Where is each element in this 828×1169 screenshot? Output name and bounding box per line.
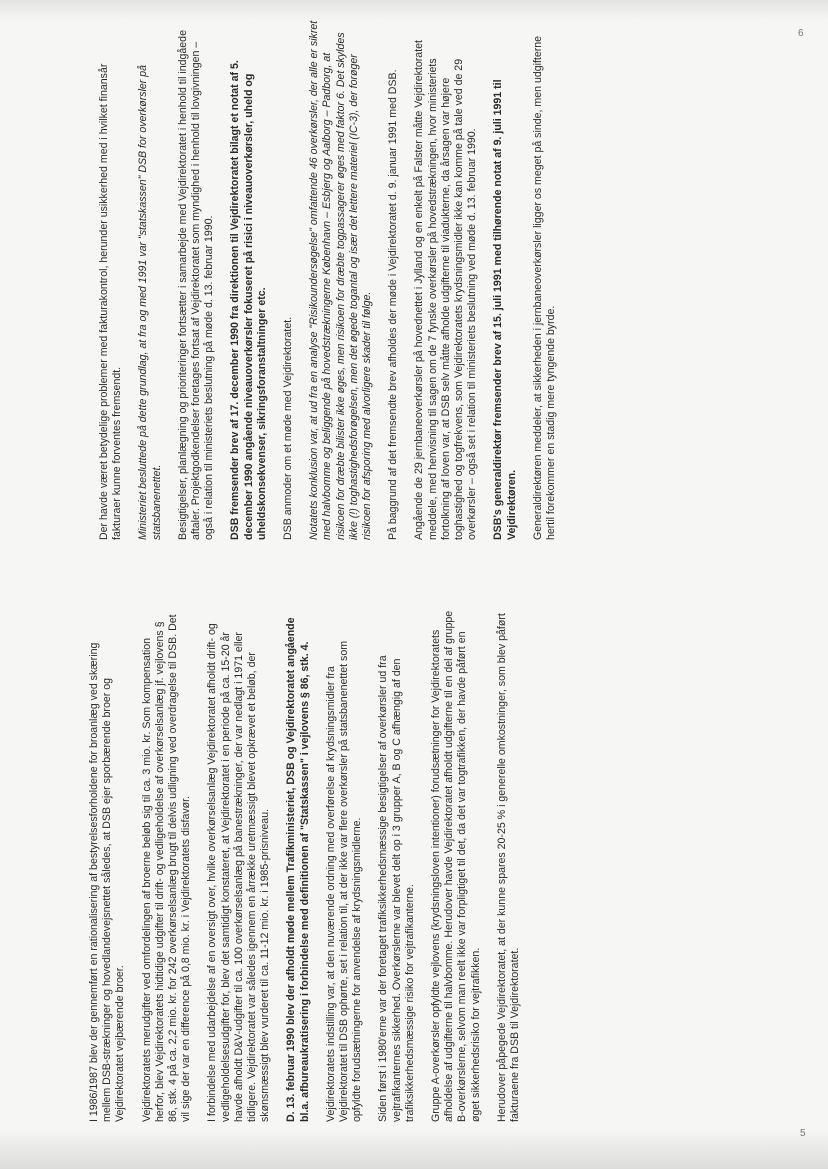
paragraph: DSB anmoder om et møde med Vejdirektoratet. (282, 316, 295, 540)
paragraph: Gruppe A-overkørsler opfyldte vejlovens (krydsningsloven intentioner) forudsætninger for Vejdirektoratets afholdelse af udgifterne til halvbomme. Herudover havde Vejdirektoratet afholdt udgifterne til en del af gruppe B-overkørslerne, selvom man reelt ikke var forpligtiget til det, da det var togtrafikken, der havde påført en øget sikkerhedsrisiko for vejtrafikken. (430, 610, 482, 1122)
paragraph: Herudover påpegede Vejdirektoratet, at der kunne spares 20-25 % i generelle omkostninger, som blev påført fakturaene fra DSB til Vejdirektoratet. (495, 613, 522, 1122)
right-page-column (98, 20, 571, 540)
paragraph: Besigtigelser, planlægning og prioriteringer fortsætter i samarbejde med Vejdirektoratet i henhold til indgåede aftaler. Projektgodkendelser foretages fortsat af Vejdirektoratet som myndighed i henhold til lovgivningen – også i relation til ministeriets beslutning på møde d. 13. februar 1990. (176, 30, 216, 540)
paragraph: På baggrund af det fremsendte brev afholdes der møde i Vejdirektoratet d. 9. januar 1991 med DSB. (387, 69, 400, 540)
paragraph: Angående de 29 jernbaneoverkørsler på hovednettet i Jylland og en enkelt på Falster måtte Vejdirektoratet meddele, med henvisning til sagen om de 7 fynske overkørsler på hovedstrækningen, hvor ministeriets fortolkning af loven var, at DSB selv måtte afholde udgifterne til viadukterne, da årsagen var højere toghastighed og togfrekvens, som Vejdirektoratets krydsningsmidler ikke kan komme på tale ved de 29 overkørsler – også set i relation til ministeriets beslutning ved møde d. 13. februar 1990. (413, 40, 479, 540)
left-page-column (88, 610, 535, 1122)
paragraph: I forbindelse med udarbejdelse af en oversigt over, hvilke overkørselsanlæg Vejdirektoratet afholdt drift- og vedligeholdelsesudgifter for, blev det samtidigt konstateret, at Vejdirektoratet i en periode på ca. 15-20 år havde afholdt D&V-udgifter til ca. 100 overkørselsanlæg på banestrækninger, der var nedlagt i 1971 eller tidligere. Vejdirektoratet var således igennem en årrække uretmæssigt blevet opkrævet et beløb, der skønsmæssigt blev vurderet til ca. 11-12 mio. kr. i 1985-prisniveau. (206, 623, 272, 1122)
heading-paragraph: D. 13. februar 1990 blev der afholdt møde mellem Trafikministeriet, DSB og Vejdirektoratet angående bl.a. afbureaukratisering i forbindelse med definitionen af "Statskassen" i vejlovens § 86, stk. 4. (285, 617, 311, 1122)
paragraph: Vejdirektoratets indstilling var, at den nuværende ordning med overførelse af krydsningsmidler fra Vejdirektoratet til DSB ophørte, set i relation til, at der ikke var flere overkørsler på statsbanenettet som opfyldte forudsætningerne for anvendelse af krydsningsmidlerne. (324, 640, 364, 1122)
paragraph: Der havde været betydelige problemer med fakturakontrol, herunder usikkerhed med i hvilket finansår fakturaer kunne forventes fremsendt. (98, 63, 124, 540)
paragraph: Siden først i 1980'erne var der foretaget trafiksikkerhedsmæssige besigtigelser af overkørsler ud fra vejtrafikanternes sikkerhed. Overkørslerne var blevet delt op i 3 grupper A, B og C afhængig af den trafiksikkerhedsmæssige risiko for vejtrafikanterne. (377, 655, 416, 1122)
paragraph: I 1986/1987 blev der gennemført en rationalisering af bestyrelsesforholdene for broanlæg ved skæring mellem DSB-strækninger og hovedlandevejsnettet således, at DSB ejer sporbærende broer og Vejdirektoratet vejbærende broer. (88, 642, 127, 1122)
page-number-left: 5 (800, 1128, 806, 1139)
heading-paragraph: DSB fremsender brev af 17. december 1990 fra direktionen til Vejdirektoratet bilagt et notat af 5. december 1990 angående niveauoverkørsler fokuseret på risici i niveauoverkørsler, uheld og uheldskonsekvenser, sikringsforanstaltninger etc. (229, 60, 268, 540)
page-number-right: 6 (798, 28, 804, 39)
scan-edge-top (0, 0, 828, 22)
heading-paragraph: DSB's generaldirektør fremsender brev af 15. juli 1991 med tilhørende notat af 9. juli 1991 til Vejdirektøren. (492, 79, 518, 540)
paragraph: Generaldirektøren meddeler, at sikkerheden i jernbaneoverkørsler ligger os meget på sinde, men udgifterne hertil forekommer en stadig mere tyngende byrde. (531, 35, 558, 540)
italic-paragraph: Notatets konklusion var, at ud fra en analyse "Risikoundersøgelse" omfattende 46 overkørsler, der alle er sikret med halvbomme og beliggende på hovedstrækningerne København – Esbjerg og Aalborg – Padborg, at risikoen for dræbte bilister ikke øges, men risikoen for dræbte togpassagerer øges med faktor 6. Det skyldes ikke (!) toghastighedsforøgelsen, men det øgede togantal og især det lettere materiel (IC-3), der forøger risikoen for afsporing med alvorligere skader til følge. (308, 20, 374, 540)
scan-edge-bottom (0, 1129, 828, 1169)
italic-paragraph: Ministeriet besluttede på dette grundlag, at fra og med 1991 var "statskassen" DSB for overkørsler på statsbanenettet. (137, 64, 163, 540)
paragraph: Vejdirektoratets merudgifter ved omfordelingen af broerne beløb sig til ca. 3 mio. kr. Som kompensation herfor, blev Vejdirektoratets hidtidige udgifter til drift- og vedligeholdelse af overkørselsanlæg jf. vejlovens § 86, stk. 4 på ca. 2,2 mio. kr. for 242 overkørselsanlæg brugt til delvis udligning ved overdragelse til DSB. Det vil sige der var en difference på 0,8 mio. kr. i Vejdirektoratets disfavør. (140, 614, 193, 1122)
